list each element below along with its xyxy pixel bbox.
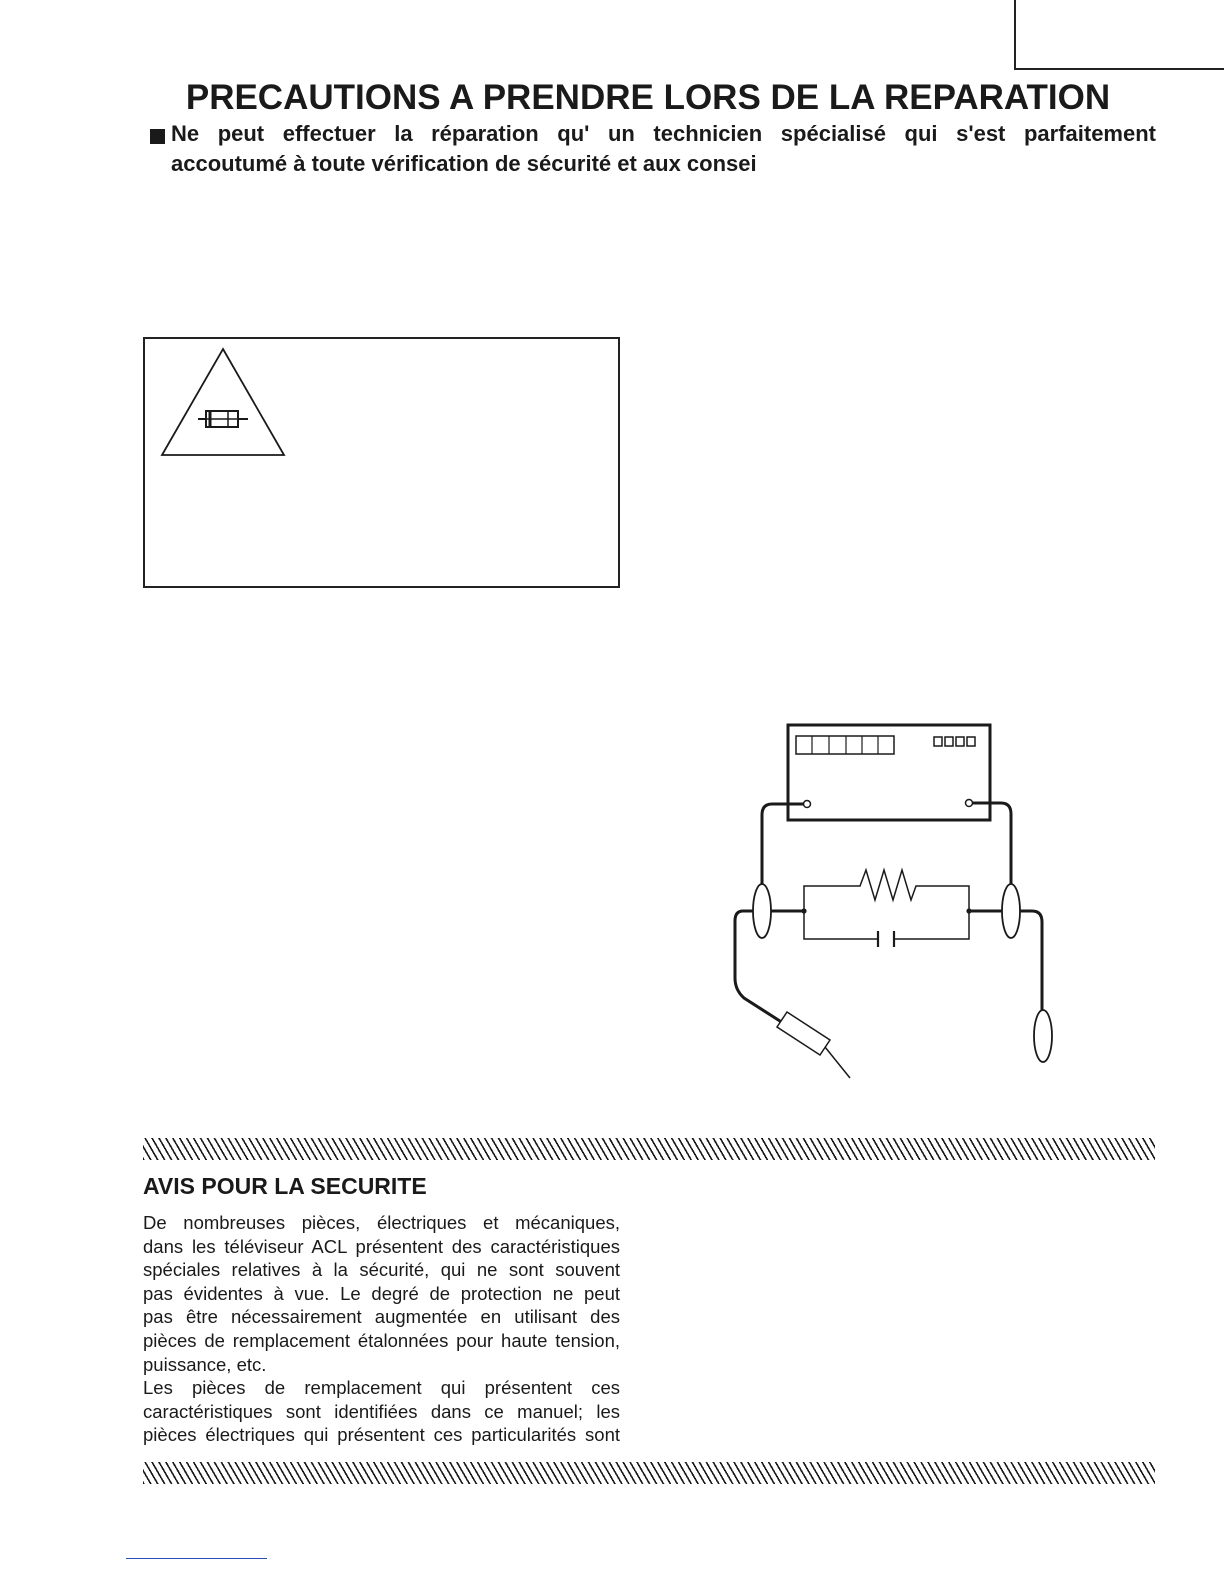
notice-line: spéciales relatives à la sécurité, qui ne sont souvent	[143, 1259, 620, 1281]
notice-line: pas évidentes à vue. Le degré de protection ne peut	[143, 1282, 620, 1304]
notice-body	[143, 1211, 620, 1447]
intro-text-line-2: accoutumé à toute vérification de sécurité et aux consei	[171, 151, 757, 176]
notice-line: pièces électriques qui présentent ces particularités sont	[143, 1424, 620, 1446]
notice-line: puissance, etc.	[143, 1353, 267, 1375]
probe-icon	[777, 1012, 850, 1078]
meter-icon	[788, 725, 990, 820]
leakage-test-circuit-diagram	[725, 720, 1065, 1085]
notice-line: dans les téléviseur ACL présentent des caractéristiques	[143, 1235, 620, 1257]
bullet-square-icon	[150, 129, 165, 144]
notice-line: caractéristiques sont identifiées dans ce manuel; les	[143, 1400, 620, 1422]
corner-tab-box	[1014, 0, 1224, 70]
notice-line: De nombreuses pièces, électriques et mécaniques,	[143, 1212, 620, 1233]
notice-line: Les pièces de remplacement qui présentent ces	[143, 1377, 620, 1399]
notice-line: pas être nécessairement augmentée en utilisant des	[143, 1306, 620, 1328]
intro-text-line-1: Ne peut effectuer la réparation qu' un technicien spécialisé qui s'est parfaitement	[171, 121, 1156, 146]
page-title: PRECAUTIONS A PRENDRE LORS DE LA REPARATION	[185, 78, 1111, 117]
footer-rule	[126, 1558, 267, 1559]
hatched-divider-bottom	[143, 1462, 1155, 1484]
notice-line: pièces de remplacement étalonnées pour haute tension,	[143, 1329, 620, 1351]
notice-heading: AVIS POUR LA SECURITE	[143, 1173, 427, 1199]
fuse-warning-triangle-icon	[160, 346, 288, 458]
capacitor-icon	[804, 911, 969, 947]
hatched-divider-top	[143, 1138, 1155, 1160]
resistor-icon	[804, 870, 969, 911]
